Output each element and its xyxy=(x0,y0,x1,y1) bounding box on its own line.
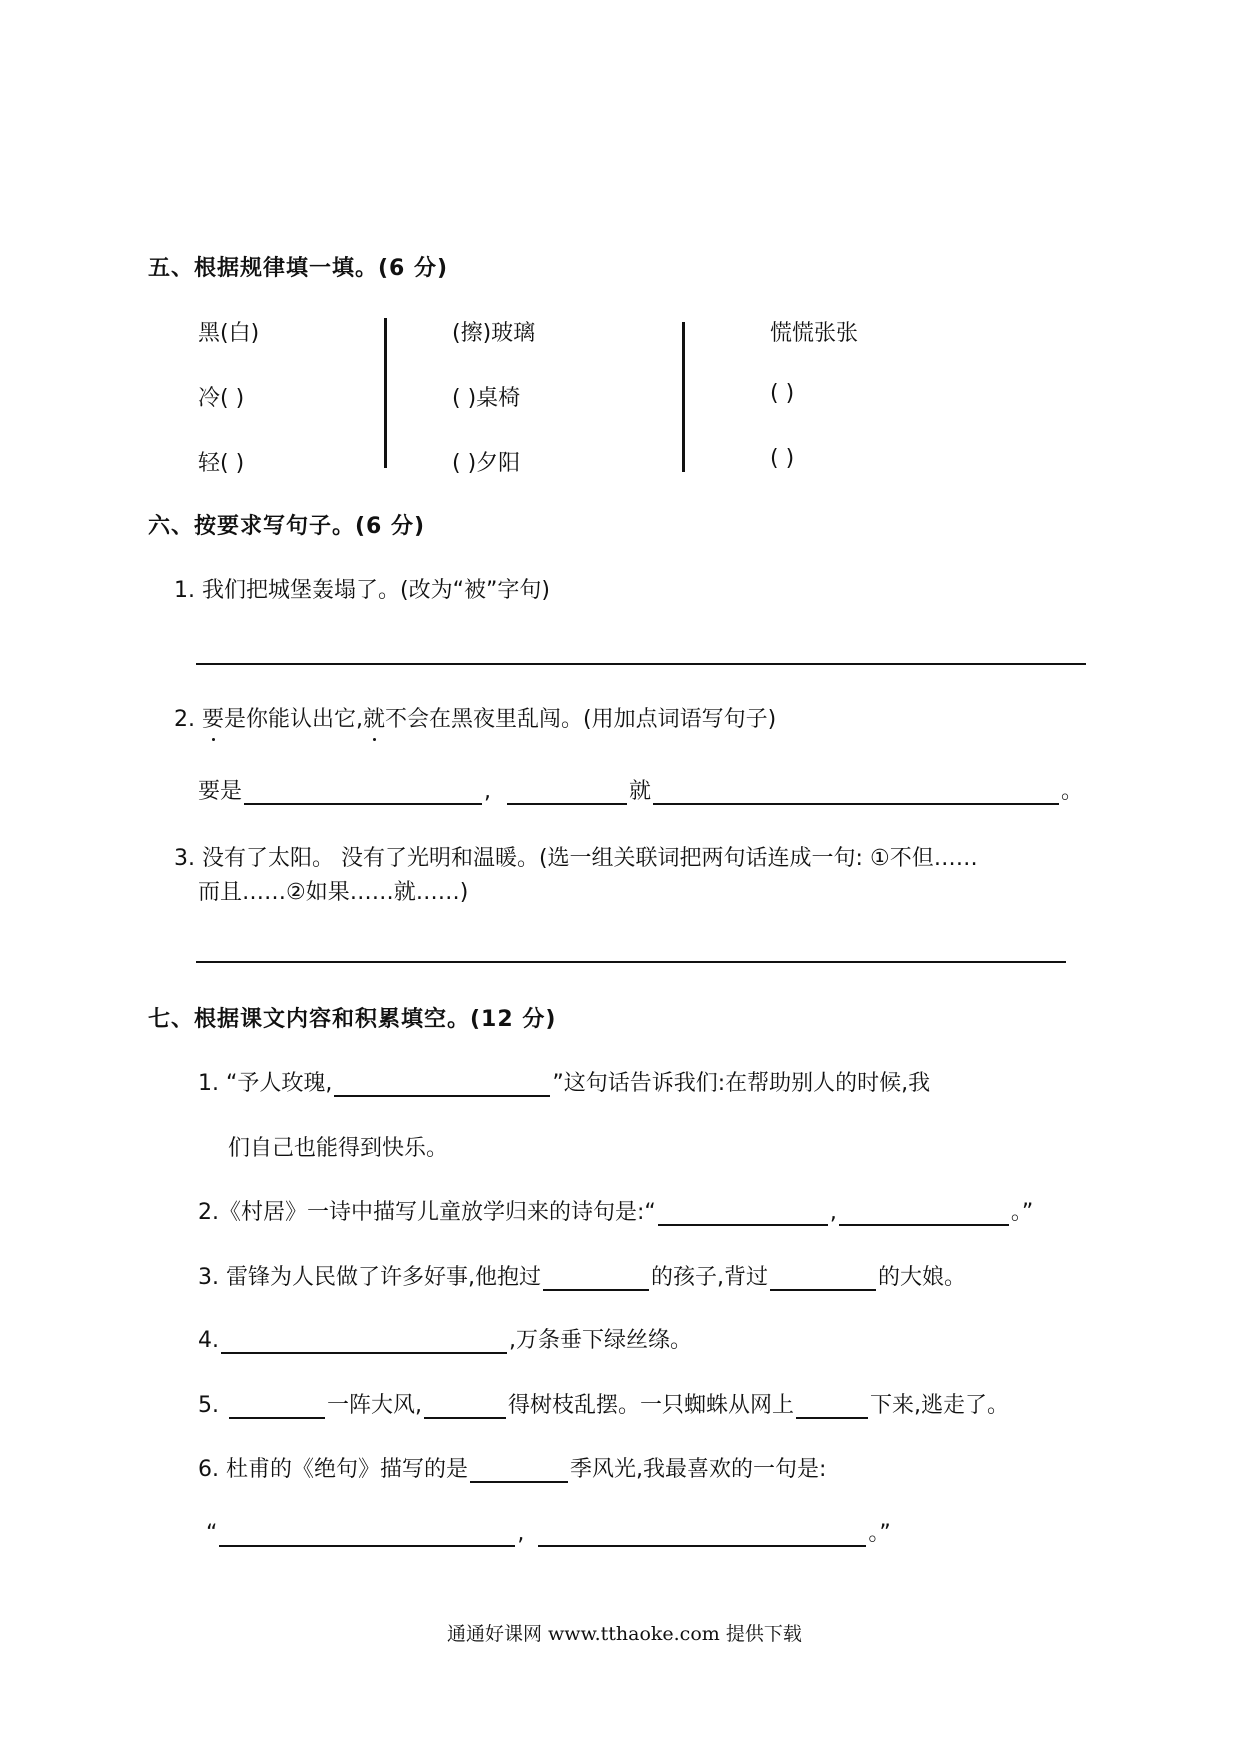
s5-col1-row3: 轻( ) xyxy=(198,451,245,476)
section6-title: 六、按要求写句子。(6 分) xyxy=(148,514,426,539)
s7-q6-lines: “ , 。” xyxy=(206,1521,891,1546)
s7-q3-blank-1[interactable] xyxy=(543,1263,649,1291)
s5-col3-row3: ( ) xyxy=(770,446,795,471)
s7-q6-blank-2[interactable] xyxy=(538,1519,866,1547)
s5-col2-row2: ( )桌椅 xyxy=(452,386,521,411)
s5-col3-row2: ( ) xyxy=(770,381,795,406)
s6-q2: 2. 要是你能认出它,就不会在黑夜里乱闯。(用加点词语写句子) xyxy=(174,702,776,733)
dotted-word-1: 要 xyxy=(202,702,224,733)
s7-q2: 2.《村居》一诗中描写儿童放学归来的诗句是:“ , 。” xyxy=(198,1200,1034,1225)
s7-q6: 6. 杜甫的《绝句》描写的是 季风光,我最喜欢的一句是: xyxy=(198,1457,827,1482)
s7-q1: 1. “予人玫瑰, ”这句话告诉我们:在帮助别人的时候,我 xyxy=(198,1071,931,1096)
s7-q2-blank-2[interactable] xyxy=(839,1198,1009,1226)
s6-q3-line1: 3. 没有了太阳。 没有了光明和温暖。(选一组关联词把两句话连成一句: ①不但…… xyxy=(174,846,978,871)
s6-q3-answer-line xyxy=(196,961,1066,963)
s5-col3-row1: 慌慌张张 xyxy=(770,321,859,346)
s7-q3-blank-2[interactable] xyxy=(770,1263,876,1291)
s6-q2-blank-2[interactable] xyxy=(507,777,627,805)
footer-source: 通通好课网 www.tthaoke.com 提供下载 xyxy=(447,1623,802,1645)
s7-q5: 5. 一阵大风, 得树枝乱摆。一只蜘蛛从网上 下来,逃走了。 xyxy=(198,1393,1010,1418)
s7-q6-blank-season[interactable] xyxy=(470,1455,568,1483)
s6-q1: 1. 我们把城堡轰塌了。(改为“被”字句) xyxy=(174,578,550,603)
s7-q4-blank[interactable] xyxy=(221,1326,507,1354)
section7-title: 七、根据课文内容和积累填空。(12 分) xyxy=(148,1007,557,1032)
dotted-word-2: 就 xyxy=(363,702,385,733)
s7-q1-blank[interactable] xyxy=(334,1069,550,1097)
divider-2 xyxy=(682,322,685,472)
s7-q6-blank-1[interactable] xyxy=(219,1519,515,1547)
s7-q2-blank-1[interactable] xyxy=(658,1198,828,1226)
s6-q3-line2: 而且……②如果……就……) xyxy=(198,880,469,905)
s7-q3: 3. 雷锋为人民做了许多好事,他抱过 的孩子,背过 的大娘。 xyxy=(198,1265,966,1290)
section5-title: 五、根据规律填一填。(6 分) xyxy=(148,256,449,281)
s6-q1-answer-line xyxy=(196,663,1086,665)
s5-col1-row1: 黑(白) xyxy=(198,321,260,346)
s7-q4: 4. ,万条垂下绿丝绦。 xyxy=(198,1328,692,1353)
s7-q5-blank-3[interactable] xyxy=(796,1391,868,1419)
s6-q2-blank-3[interactable] xyxy=(653,777,1059,805)
s7-q5-blank-2[interactable] xyxy=(424,1391,506,1419)
s7-q5-blank-1[interactable] xyxy=(229,1391,325,1419)
s5-col1-row2: 冷( ) xyxy=(198,386,245,411)
s5-col2-row3: ( )夕阳 xyxy=(452,451,521,476)
s5-col2-row1: (擦)玻璃 xyxy=(452,321,536,346)
s6-q2-blank-1[interactable] xyxy=(244,777,482,805)
s7-q1-cont: 们自己也能得到快乐。 xyxy=(228,1136,449,1161)
divider-1 xyxy=(384,318,387,468)
s6-q2-fill: 要是 , 就 。 xyxy=(198,779,1084,804)
